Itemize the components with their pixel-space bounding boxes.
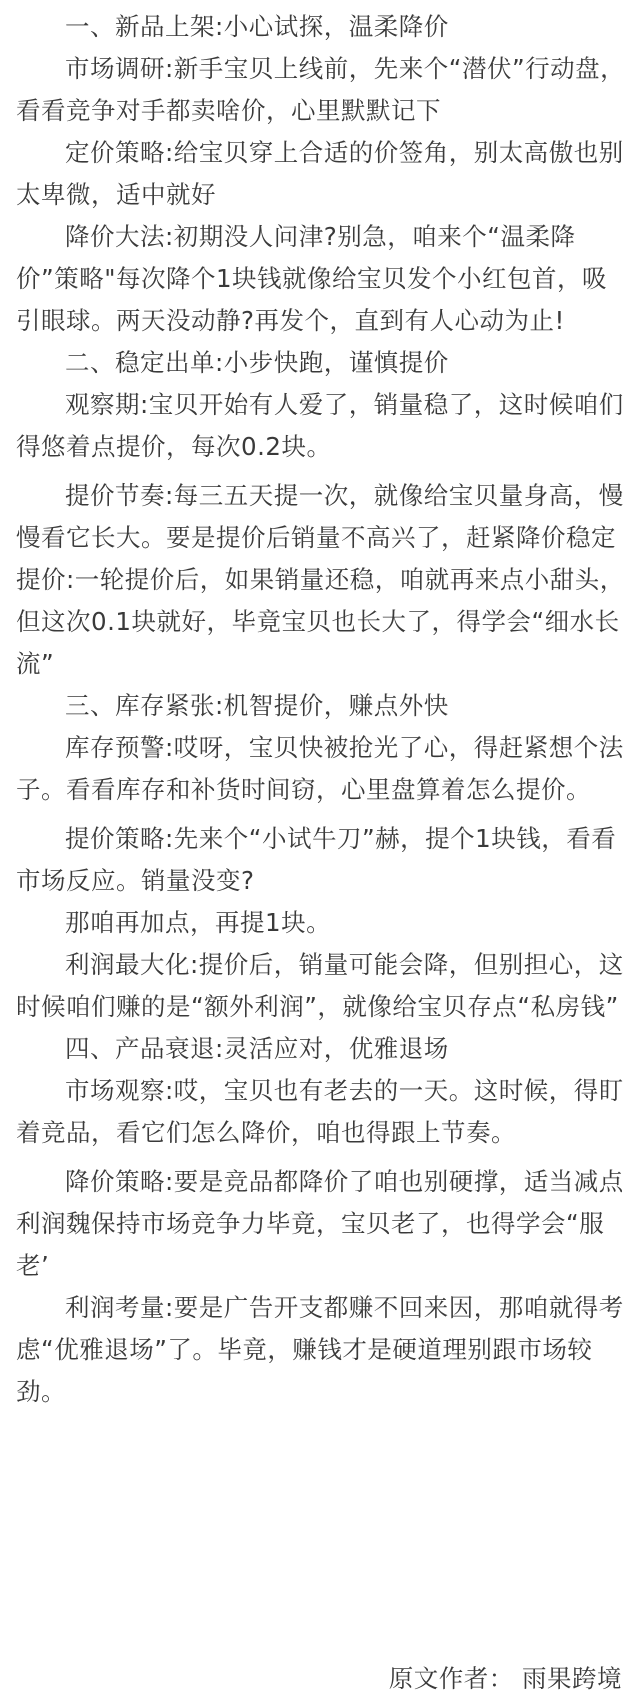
author-credit: 原文作者： 雨果跨境 bbox=[388, 1664, 622, 1693]
paragraph-raise-more: 那咱再加点，再提1块。 bbox=[65, 908, 332, 937]
paragraph-profit-consideration: 利润考量:要是广告开支都赚不回来因，那咱就得考虑“优雅退场”了。毕竟，赚钱才是硬道理别跟市场较劲。 bbox=[16, 1293, 624, 1406]
paragraph-observation-period: 观察期:宝贝开始有人爱了，销量稳了，这时候咱们得悠着点提价，每次0.2块。 bbox=[16, 390, 624, 461]
paragraph-price-cut-strategy: 降价策略:要是竞品都降价了咱也别硬撑，适当减点利润魏保持市场竞争力毕竟，宝贝老了，也得学会“服老’ bbox=[16, 1167, 624, 1280]
section-heading-1: 一、新品上架:小心试探，温柔降价 bbox=[65, 12, 449, 41]
paragraph-price-rhythm: 提价节奏:每三五天提一次，就像给宝贝量身高，慢慢看它长大。要是提价后销量不高兴了，赶紧降价稳定提价:一轮提价后，如果销量还稳，咱就再来点小甜头，但这次0.1块就好，毕竟宝贝也长大了，得学会“细水长流” bbox=[16, 481, 625, 678]
paragraph-market-watch: 市场观察:哎，宝贝也有老去的一天。这时候，得盯着竞品，看它们怎么降价，咱也得跟上节奏。 bbox=[16, 1076, 624, 1147]
paragraph-raise-strategy: 提价策略:先来个“小试牛刀”赫，提个1块钱，看看市场反应。销量没变? bbox=[16, 824, 617, 895]
paragraph-pricing-strategy: 定价策略:给宝贝穿上合适的价签角，别太高傲也别太卑微，适中就好 bbox=[16, 138, 624, 209]
article-body bbox=[16, 6, 626, 1413]
section-heading-3: 三、库存紧张:机智提价，赚点外快 bbox=[65, 691, 449, 720]
paragraph-profit-max: 利润最大化:提价后，销量可能会降，但别担心，这时候咱们赚的是“额外利润”，就像给宝贝存点“私房钱” bbox=[16, 950, 624, 1021]
paragraph-price-cut-method: 降价大法:初期没人问津?别急，咱来个“温柔降价”策略"每次降个1块钱就像给宝贝发个小红包首，吸引眼球。两天没动静?再发个，直到有人心动为止! bbox=[16, 222, 608, 335]
section-heading-4: 四、产品衰退:灵活应对，优雅退场 bbox=[65, 1034, 449, 1063]
paragraph-stock-warning: 库存预警:哎呀，宝贝快被抢光了心，得赶紧想个法子。看看库存和补货时间窃，心里盘算着怎么提价。 bbox=[16, 733, 624, 804]
paragraph-market-research: 市场调研:新手宝贝上线前，先来个“潜伏”行动盘，看看竞争对手都卖啥价，心里默默记下 bbox=[16, 54, 626, 125]
section-heading-2: 二、稳定出单:小步快跑，谨慎提价 bbox=[65, 348, 449, 377]
